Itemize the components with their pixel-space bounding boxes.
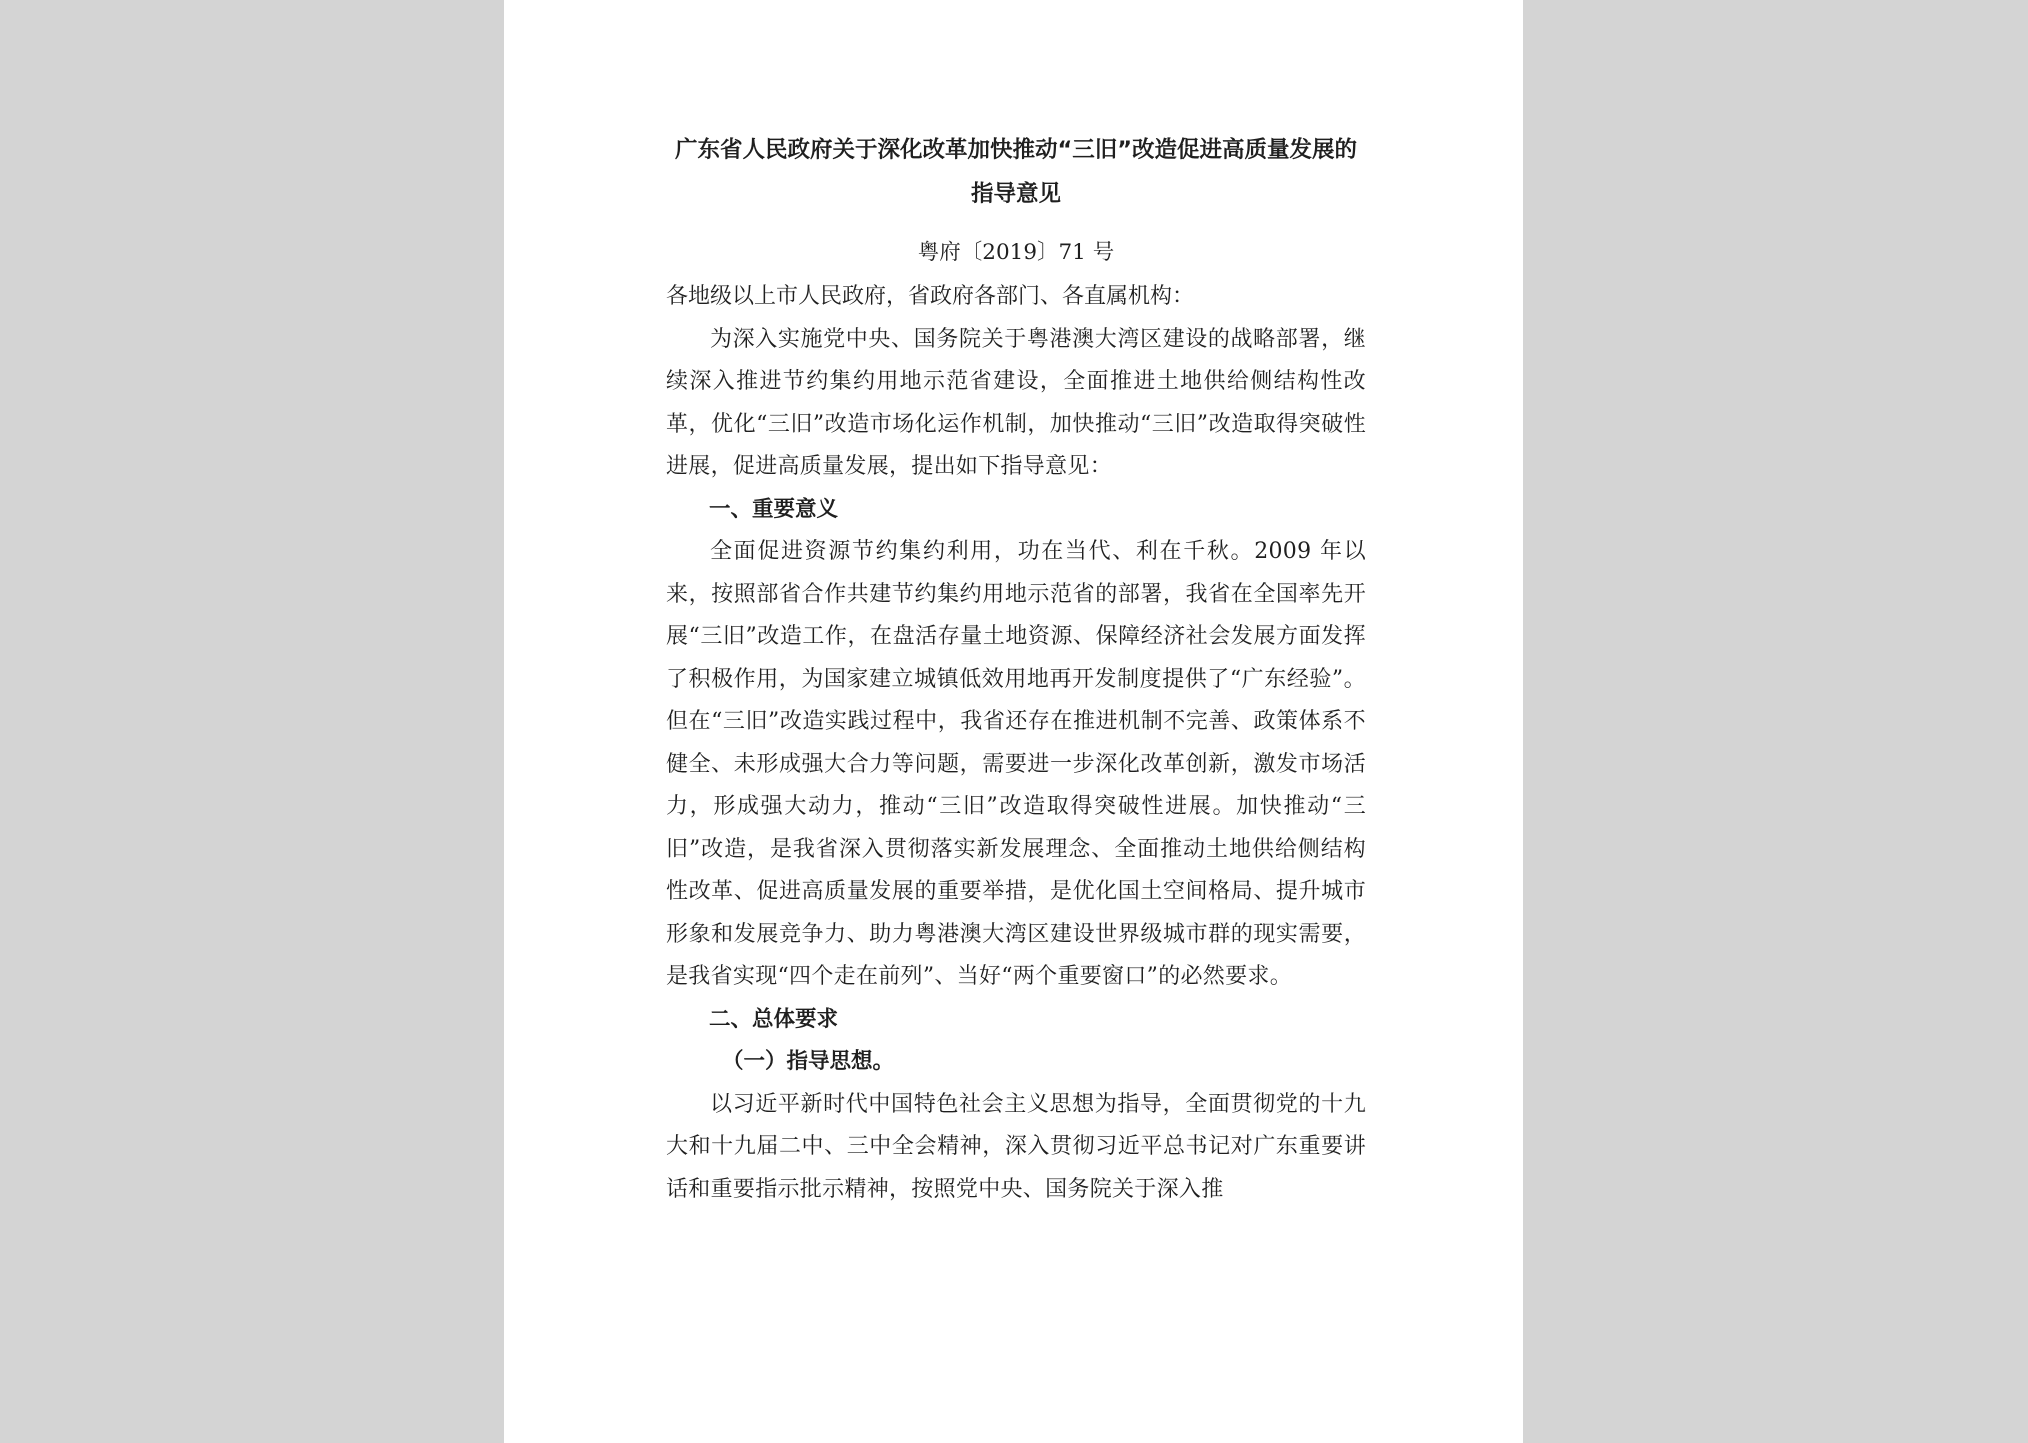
intro-paragraph: 为深入实施党中央、国务院关于粤港澳大湾区建设的战略部署，继续深入推进节约集约用地示范省建设，全面推进土地供给侧结构性改革，优化“三旧”改造市场化运作机制，加快推动“三旧”改造取得突破性进展，促进高质量发展，提出如下指导意见：: [666, 326, 1366, 479]
document-page: [504, 0, 1523, 1443]
guiding-ideology-paragraph: 以习近平新时代中国特色社会主义思想为指导，全面贯彻党的十九大和十九届二中、三中全会精神，深入贯彻习近平总书记对广东重要讲话和重要指示批示精神，按照党中央、国务院关于深入推: [666, 1091, 1366, 1202]
section-heading-significance: 一、重要意义: [709, 496, 839, 522]
section-heading-general-requirements: 二、总体要求: [709, 1006, 839, 1032]
subheading-guiding-ideology: （一）指导思想。: [722, 1049, 895, 1074]
significance-paragraph: 全面促进资源节约集约利用，功在当代、利在千秋。2009 年以来，按照部省合作共建节约集约用地示范省的部署，我省在全国率先开展“三旧”改造工作，在盘活存量土地资源、保障经济社会发展方面发挥了积极作用，为国家建立城镇低效用地再开发制度提供了“广东经验”。但在“三旧”改造实践过程中，我省还存在推进机制不完善、政策体系不健全、未形成强大合力等问题，需要进一步深化改革创新，激发市场活力，形成强大动力，推动“三旧”改造取得突破性进展。加快推动“三旧”改造，是我省深入贯彻落实新发展理念、全面推动土地供给侧结构性改革、促进高质量发展的重要举措，是优化国土空间格局、提升城市形象和发展竞争力、助力粤港澳大湾区建设世界级城市群的现实需要，是我省实现“四个走在前列”、当好“两个重要窗口”的必然要求。: [666, 539, 1366, 989]
document-number: 粤府〔2019〕71 号: [917, 240, 1115, 265]
salutation: 各地级以上市人民政府，省政府各部门、各直属机构：: [666, 284, 1195, 309]
document-content: [666, 128, 1366, 1211]
document-title: 广东省人民政府关于深化改革加快推动“三旧”改造促进高质量发展的指导意见: [674, 137, 1358, 207]
